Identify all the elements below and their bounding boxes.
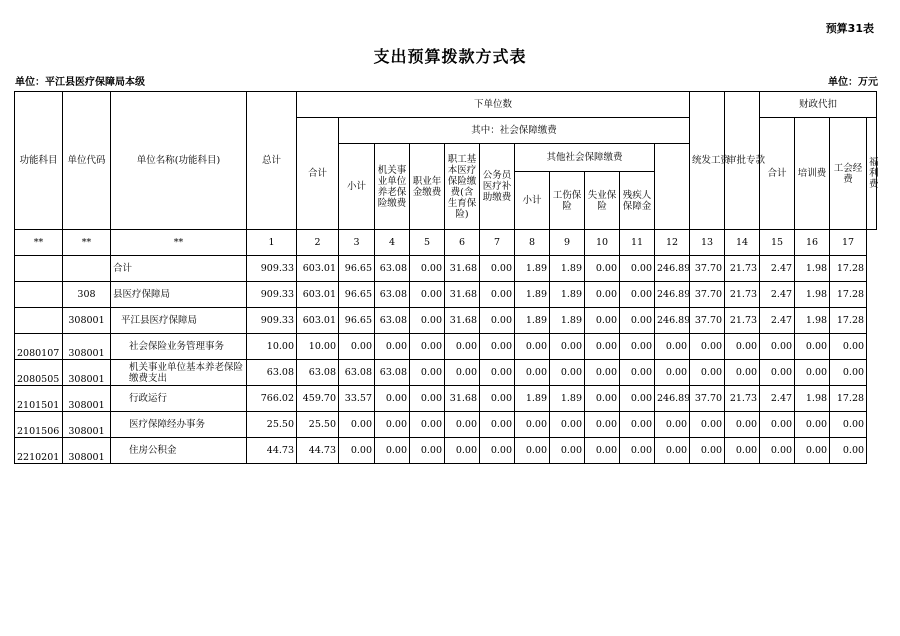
value-cell: 0.00 <box>550 334 585 360</box>
value-cell: 0.00 <box>585 412 620 438</box>
col-disabled: 残疾人保障金 <box>620 172 655 230</box>
unit-label: 单位：平江县医疗保障局本级 <box>15 77 145 88</box>
table-row <box>15 386 877 412</box>
value-cell: 0.00 <box>480 334 515 360</box>
value-cell: 766.02 <box>247 386 297 412</box>
value-cell: 0.00 <box>725 334 760 360</box>
value-cell: 0.00 <box>339 334 375 360</box>
value-cell: 0.00 <box>655 360 690 386</box>
table-row <box>15 412 877 438</box>
index-cell: 14 <box>725 230 760 256</box>
value-cell: 0.00 <box>795 438 830 464</box>
value-cell: 0.00 <box>690 412 725 438</box>
value-cell: 0.00 <box>585 360 620 386</box>
unit-name-cell: 合计 <box>111 256 247 282</box>
index-cell: 7 <box>480 230 515 256</box>
value-cell: 37.70 <box>690 282 725 308</box>
value-cell: 31.68 <box>445 308 480 334</box>
value-cell: 246.89 <box>655 256 690 282</box>
value-cell: 0.00 <box>760 334 795 360</box>
value-cell: 2.47 <box>760 308 795 334</box>
col-total: 总计 <box>247 92 297 230</box>
table-row <box>15 438 877 464</box>
index-cell: 11 <box>620 230 655 256</box>
value-cell: 17.28 <box>830 282 867 308</box>
value-cell: 1.89 <box>550 282 585 308</box>
col-injury: 工伤保险 <box>550 172 585 230</box>
index-cell: 13 <box>690 230 725 256</box>
unit-code-cell: 308001 <box>63 334 111 360</box>
value-cell: 31.68 <box>445 256 480 282</box>
value-cell: 909.33 <box>247 256 297 282</box>
value-cell: 1.89 <box>515 386 550 412</box>
value-cell: 0.00 <box>725 360 760 386</box>
index-cell: 4 <box>375 230 410 256</box>
value-cell: 25.50 <box>247 412 297 438</box>
value-cell: 0.00 <box>795 360 830 386</box>
func-code-cell <box>15 308 63 334</box>
index-cell: 5 <box>410 230 445 256</box>
col-lower-total: 合计 <box>297 118 339 230</box>
col-medical: 职工基本医疗保险缴费(含生育保险) <box>445 144 480 230</box>
unit-name-cell: 社会保险业务管理事务 <box>111 334 247 360</box>
index-cell: 8 <box>515 230 550 256</box>
value-cell: 17.28 <box>830 256 867 282</box>
value-cell: 0.00 <box>725 412 760 438</box>
value-cell: 459.70 <box>297 386 339 412</box>
value-cell: 0.00 <box>515 412 550 438</box>
index-cell: 3 <box>339 230 375 256</box>
value-cell: 0.00 <box>480 386 515 412</box>
unit-name-cell: 县医疗保障局 <box>111 282 247 308</box>
table-header <box>15 92 877 256</box>
value-cell: 44.73 <box>297 438 339 464</box>
table-row <box>15 282 877 308</box>
func-code-cell: 2101506 <box>15 412 63 438</box>
value-cell: 0.00 <box>795 412 830 438</box>
index-row <box>15 230 877 256</box>
index-cell: 16 <box>795 230 830 256</box>
unit-name-cell: 平江县医疗保障局 <box>111 308 247 334</box>
value-cell: 0.00 <box>830 360 867 386</box>
value-cell: 0.00 <box>410 360 445 386</box>
value-cell: 17.28 <box>830 308 867 334</box>
value-cell: 2.47 <box>760 256 795 282</box>
value-cell: 2.47 <box>760 386 795 412</box>
unit-name-cell: 行政运行 <box>111 386 247 412</box>
value-cell: 0.00 <box>339 438 375 464</box>
col-pension: 机关事业单位养老保险缴费 <box>375 144 410 230</box>
page-title: 支出预算拨款方式表 <box>373 47 527 66</box>
value-cell: 63.08 <box>339 360 375 386</box>
value-cell: 2.47 <box>760 282 795 308</box>
value-cell: 33.57 <box>339 386 375 412</box>
col-training: 培训费 <box>795 118 830 230</box>
value-cell: 21.73 <box>725 256 760 282</box>
value-cell: 0.00 <box>620 308 655 334</box>
col-unit-name: 单位名称(功能科目) <box>111 92 247 230</box>
value-cell: 0.00 <box>830 412 867 438</box>
value-cell: 0.00 <box>375 334 410 360</box>
index-cell: 2 <box>297 230 339 256</box>
value-cell: 0.00 <box>830 438 867 464</box>
value-cell: 37.70 <box>690 256 725 282</box>
value-cell: 0.00 <box>410 256 445 282</box>
value-cell: 246.89 <box>655 386 690 412</box>
value-cell: 0.00 <box>620 282 655 308</box>
index-cell: 10 <box>585 230 620 256</box>
unit-code-cell: 308001 <box>63 386 111 412</box>
value-cell: 1.89 <box>550 386 585 412</box>
col-func-code: 功能科目 <box>15 92 63 230</box>
value-cell: 63.08 <box>375 360 410 386</box>
form-number: 预算31表 <box>825 22 874 35</box>
value-cell: 603.01 <box>297 282 339 308</box>
value-cell: 1.89 <box>515 282 550 308</box>
value-cell: 0.00 <box>445 334 480 360</box>
col-fiscal-group: 财政代扣 <box>760 92 877 118</box>
col-special: 审批专款 <box>725 92 760 230</box>
unit-code-cell: 308001 <box>63 360 111 386</box>
value-cell: 37.70 <box>690 308 725 334</box>
col-annuity: 职业年金缴费 <box>410 144 445 230</box>
value-cell: 1.89 <box>550 308 585 334</box>
value-cell: 0.00 <box>690 360 725 386</box>
unit-name-cell: 医疗保障经办事务 <box>111 412 247 438</box>
unit-code-cell: 308001 <box>63 308 111 334</box>
col-other-group: 其他社会保障缴费 <box>515 144 655 172</box>
value-cell: 0.00 <box>655 334 690 360</box>
value-cell: 0.00 <box>480 360 515 386</box>
func-code-cell: 2080107 <box>15 334 63 360</box>
value-cell: 1.89 <box>515 308 550 334</box>
index-cell: 1 <box>247 230 297 256</box>
value-cell: 0.00 <box>515 438 550 464</box>
value-cell: 0.00 <box>480 308 515 334</box>
value-cell: 0.00 <box>480 438 515 464</box>
value-cell: 0.00 <box>620 334 655 360</box>
value-cell: 1.98 <box>795 308 830 334</box>
col-social-group: 其中：社会保障缴费 <box>339 118 690 144</box>
func-code-cell <box>15 282 63 308</box>
col-lower-unit: 下单位数 <box>297 92 690 118</box>
value-cell: 0.00 <box>620 438 655 464</box>
index-cell: ** <box>63 230 111 256</box>
value-cell: 1.98 <box>795 256 830 282</box>
col-other-subtotal: 小计 <box>515 172 550 230</box>
value-cell: 0.00 <box>795 334 830 360</box>
value-cell: 63.08 <box>375 308 410 334</box>
func-code-cell <box>15 256 63 282</box>
value-cell: 21.73 <box>725 308 760 334</box>
value-cell: 0.00 <box>480 282 515 308</box>
value-cell: 0.00 <box>480 412 515 438</box>
table-row <box>15 308 877 334</box>
value-cell: 31.68 <box>445 386 480 412</box>
value-cell: 44.73 <box>247 438 297 464</box>
index-cell: ** <box>15 230 63 256</box>
value-cell: 0.00 <box>830 334 867 360</box>
value-cell: 0.00 <box>375 412 410 438</box>
value-cell: 0.00 <box>585 308 620 334</box>
value-cell: 0.00 <box>585 256 620 282</box>
value-cell: 0.00 <box>339 412 375 438</box>
value-cell: 603.01 <box>297 256 339 282</box>
index-cell: 12 <box>655 230 690 256</box>
col-unemploy: 失业保险 <box>585 172 620 230</box>
value-cell: 0.00 <box>620 386 655 412</box>
func-code-cell: 2210201 <box>15 438 63 464</box>
col-unified-pay: 统发工资 <box>690 92 725 230</box>
value-cell: 0.00 <box>445 360 480 386</box>
col-unit-code: 单位代码 <box>63 92 111 230</box>
value-cell: 0.00 <box>655 412 690 438</box>
value-cell: 0.00 <box>480 256 515 282</box>
table-row <box>15 256 877 282</box>
table-row <box>15 334 877 360</box>
table-body <box>15 256 877 464</box>
func-code-cell: 2080505 <box>15 360 63 386</box>
value-cell: 0.00 <box>690 438 725 464</box>
value-cell: 1.98 <box>795 386 830 412</box>
value-cell: 96.65 <box>339 308 375 334</box>
value-cell: 909.33 <box>247 282 297 308</box>
budget-table <box>14 91 877 464</box>
value-cell: 31.68 <box>445 282 480 308</box>
value-cell: 0.00 <box>725 438 760 464</box>
value-cell: 10.00 <box>297 334 339 360</box>
value-cell: 0.00 <box>410 334 445 360</box>
value-cell: 0.00 <box>515 360 550 386</box>
value-cell: 0.00 <box>550 412 585 438</box>
col-civil-med: 公务员医疗补助缴费 <box>480 144 515 230</box>
unit-code-cell: 308001 <box>63 438 111 464</box>
value-cell: 0.00 <box>445 438 480 464</box>
value-cell: 63.08 <box>297 360 339 386</box>
value-cell: 0.00 <box>585 334 620 360</box>
value-cell: 21.73 <box>725 386 760 412</box>
unit-code-cell: 308 <box>63 282 111 308</box>
index-cell: 9 <box>550 230 585 256</box>
value-cell: 0.00 <box>375 438 410 464</box>
value-cell: 0.00 <box>690 334 725 360</box>
value-cell: 909.33 <box>247 308 297 334</box>
value-cell: 246.89 <box>655 282 690 308</box>
unit-code-cell <box>63 256 111 282</box>
value-cell: 63.08 <box>375 256 410 282</box>
unit-code-cell: 308001 <box>63 412 111 438</box>
currency-unit-label: 单位：万元 <box>828 77 878 88</box>
value-cell: 96.65 <box>339 256 375 282</box>
value-cell: 0.00 <box>760 412 795 438</box>
value-cell: 63.08 <box>247 360 297 386</box>
value-cell: 246.89 <box>655 308 690 334</box>
value-cell: 0.00 <box>550 360 585 386</box>
value-cell: 0.00 <box>410 438 445 464</box>
value-cell: 1.98 <box>795 282 830 308</box>
value-cell: 25.50 <box>297 412 339 438</box>
value-cell: 0.00 <box>515 334 550 360</box>
col-fiscal-total: 合计 <box>760 118 795 230</box>
value-cell: 0.00 <box>410 308 445 334</box>
table-row <box>15 360 877 386</box>
value-cell: 0.00 <box>585 386 620 412</box>
value-cell: 0.00 <box>620 360 655 386</box>
value-cell: 37.70 <box>690 386 725 412</box>
index-cell: ** <box>111 230 247 256</box>
value-cell: 0.00 <box>620 256 655 282</box>
value-cell: 0.00 <box>410 282 445 308</box>
value-cell: 1.89 <box>515 256 550 282</box>
value-cell: 96.65 <box>339 282 375 308</box>
value-cell: 0.00 <box>410 412 445 438</box>
value-cell: 0.00 <box>585 282 620 308</box>
value-cell: 0.00 <box>445 412 480 438</box>
value-cell: 63.08 <box>375 282 410 308</box>
func-code-cell: 2101501 <box>15 386 63 412</box>
value-cell: 0.00 <box>375 386 410 412</box>
value-cell: 0.00 <box>620 412 655 438</box>
unit-name-cell: 机关事业单位基本养老保险缴费支出 <box>111 360 247 386</box>
index-cell: 17 <box>830 230 867 256</box>
unit-name-cell: 住房公积金 <box>111 438 247 464</box>
index-cell: 15 <box>760 230 795 256</box>
value-cell: 0.00 <box>760 360 795 386</box>
value-cell: 603.01 <box>297 308 339 334</box>
value-cell: 21.73 <box>725 282 760 308</box>
col-subtotal: 小计 <box>339 144 375 230</box>
value-cell: 0.00 <box>585 438 620 464</box>
value-cell: 0.00 <box>655 438 690 464</box>
value-cell: 17.28 <box>830 386 867 412</box>
value-cell: 0.00 <box>550 438 585 464</box>
value-cell: 10.00 <box>247 334 297 360</box>
index-cell: 6 <box>445 230 480 256</box>
value-cell: 0.00 <box>410 386 445 412</box>
col-welfare: 福利费 <box>867 118 877 230</box>
col-union: 工会经费 <box>830 118 867 230</box>
value-cell: 0.00 <box>760 438 795 464</box>
value-cell: 1.89 <box>550 256 585 282</box>
